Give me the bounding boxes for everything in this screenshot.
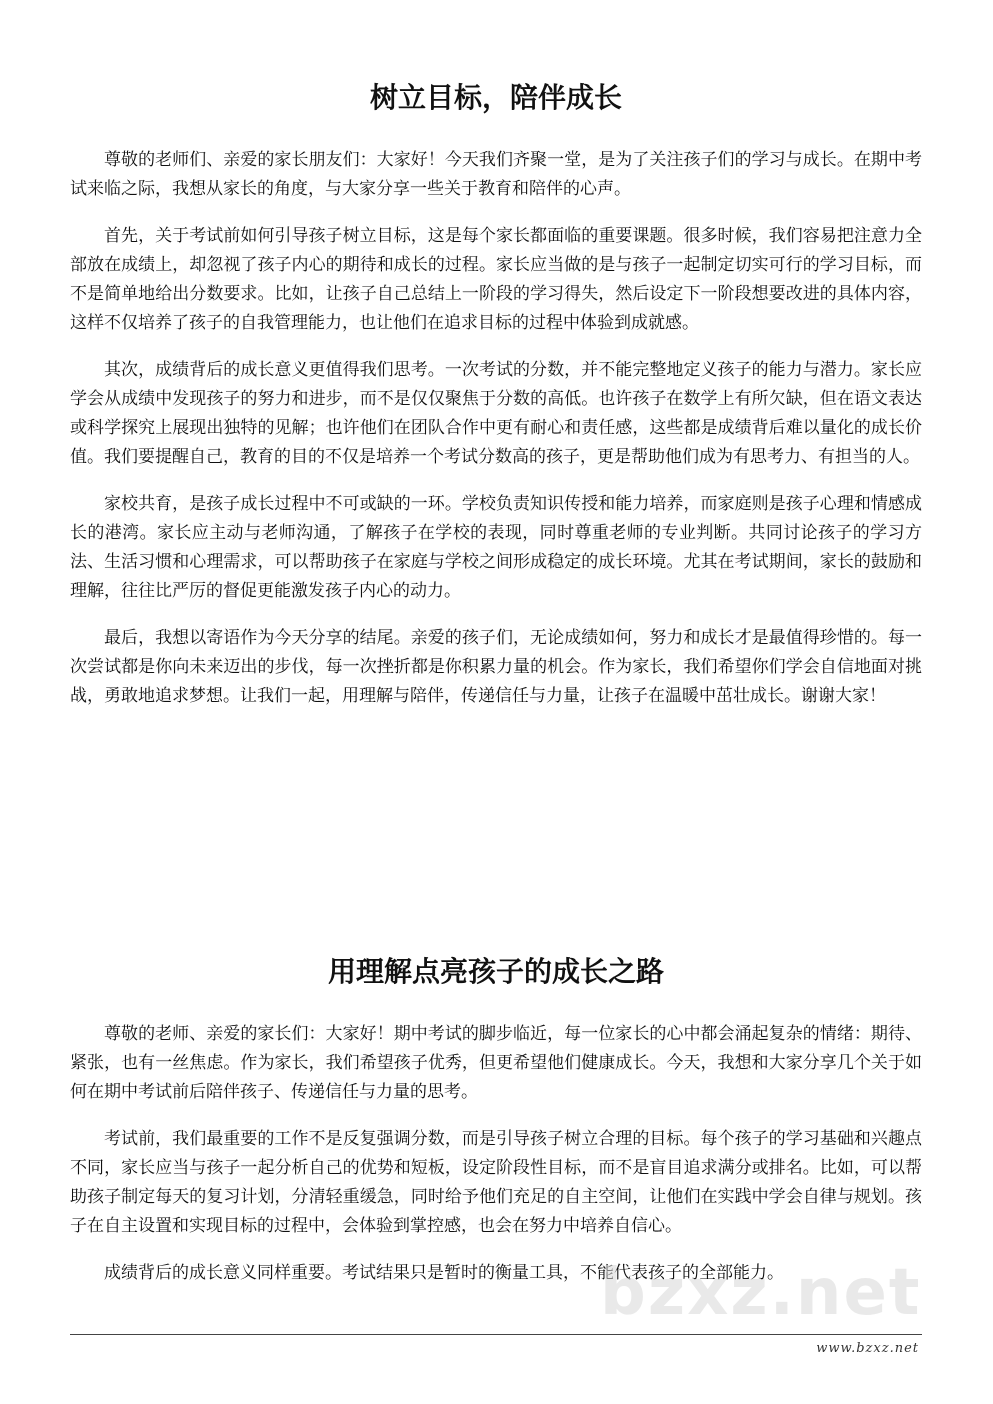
section-2-paragraph-3: 成绩背后的成长意义同样重要。考试结果只是暂时的衡量工具，不能代表孩子的全部能力。	[104, 1263, 784, 1283]
section-1-title: 树立目标，陪伴成长	[369, 81, 622, 114]
speech-section-1	[70, 78, 922, 729]
footer-url: www.bzxz.net	[816, 1341, 919, 1356]
speech-section-2	[70, 952, 922, 1306]
section-1-paragraph-1: 尊敬的老师们、亲爱的家长朋友们：大家好！今天我们齐聚一堂，是为了关注孩子们的学习与成长。在期中考试来临之际，我想从家长的角度，与大家分享一些关于教育和陪伴的心声。	[70, 150, 922, 199]
watermark: bzxz.net	[600, 1256, 922, 1330]
section-1-paragraph-5: 最后，我想以寄语作为今天分享的结尾。亲爱的孩子们，无论成绩如何，努力和成长才是最值得珍惜的。每一次尝试都是你向未来迈出的步伐，每一次挫折都是你积累力量的机会。作为家长，我们希望你们学会自信地面对挑战，勇敢地追求梦想。让我们一起，用理解与陪伴，传递信任与力量，让孩子在温暖中茁壮成长。谢谢大家！	[70, 628, 922, 706]
section-2-paragraph-2: 考试前，我们最重要的工作不是反复强调分数，而是引导孩子树立合理的目标。每个孩子的学习基础和兴趣点不同，家长应当与孩子一起分析自己的优势和短板，设定阶段性目标，而不是盲目追求满分或排名。比如，可以帮助孩子制定每天的复习计划，分清轻重缓急，同时给予他们充足的自主空间，让他们在实践中学会自律与规划。孩子在自主设置和实现目标的过程中，会体验到掌控感，也会在努力中培养自信心。	[70, 1129, 922, 1236]
section-1-paragraph-4: 家校共育，是孩子成长过程中不可或缺的一环。学校负责知识传授和能力培养，而家庭则是孩子心理和情感成长的港湾。家长应主动与老师沟通，了解孩子在学校的表现，同时尊重老师的专业判断。共同讨论孩子的学习方法、生活习惯和心理需求，可以帮助孩子在家庭与学校之间形成稳定的成长环境。尤其在考试期间，家长的鼓励和理解，往往比严厉的督促更能激发孩子内心的动力。	[70, 494, 922, 601]
section-2-paragraph-1: 尊敬的老师、亲爱的家长们：大家好！期中考试的脚步临近，每一位家长的心中都会涌起复杂的情绪：期待、紧张，也有一丝焦虑。作为家长，我们希望孩子优秀，但更希望他们健康成长。今天，我想和大家分享几个关于如何在期中考试前后陪伴孩子、传递信任与力量的思考。	[70, 1024, 922, 1102]
section-1-paragraph-3: 其次，成绩背后的成长意义更值得我们思考。一次考试的分数，并不能完整地定义孩子的能力与潜力。家长应学会从成绩中发现孩子的努力和进步，而不是仅仅聚焦于分数的高低。也许孩子在数学上有所欠缺，但在语文表达或科学探究上展现出独特的见解；也许他们在团队合作中更有耐心和责任感，这些都是成绩背后难以量化的成长价值。我们要提醒自己，教育的目的不仅是培养一个考试分数高的孩子，更是帮助他们成为有思考力、有担当的人。	[70, 360, 922, 467]
footer-divider	[70, 1334, 922, 1335]
section-2-title: 用理解点亮孩子的成长之路	[327, 955, 664, 988]
section-1-paragraph-2: 首先，关于考试前如何引导孩子树立目标，这是每个家长都面临的重要课题。很多时候，我们容易把注意力全部放在成绩上，却忽视了孩子内心的期待和成长的过程。家长应当做的是与孩子一起制定切实可行的学习目标，而不是简单地给出分数要求。比如，让孩子自己总结上一阶段的学习得失，然后设定下一阶段想要改进的具体内容，这样不仅培养了孩子的自我管理能力，也让他们在追求目标的过程中体验到成就感。	[70, 226, 922, 333]
